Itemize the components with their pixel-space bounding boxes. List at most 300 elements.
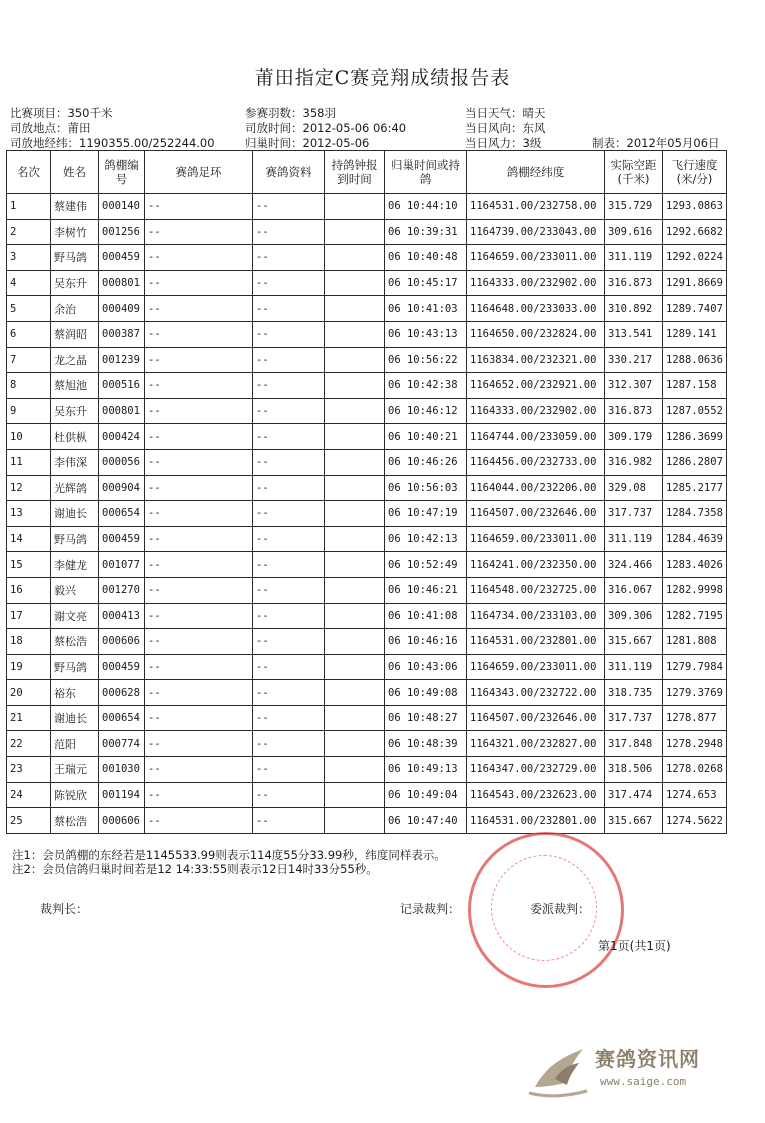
table-row <box>7 654 727 680</box>
cell-loft-id: 000409 <box>99 296 145 322</box>
meta-release-location: 司放地点：莆田 <box>10 121 91 135</box>
cell-rank: 15 <box>7 552 51 578</box>
delegate-referee-label: 委派裁判： <box>530 902 591 916</box>
meta-weather: 当日天气：晴天 <box>465 106 546 120</box>
cell-loft-id: 000774 <box>99 731 145 757</box>
cell-loft-id: 001194 <box>99 782 145 808</box>
cell-arrival-time: 06 10:47:19 <box>385 501 467 527</box>
cell-pigeon-info: -- <box>253 705 325 731</box>
cell-ring-number: -- <box>145 526 253 552</box>
cell-speed: 1284.7358 <box>663 501 727 527</box>
cell-name: 龙之晶 <box>51 347 99 373</box>
table-header-row <box>7 151 727 194</box>
column-header: 姓名 <box>51 151 99 194</box>
cell-distance: 317.737 <box>605 501 663 527</box>
cell-clock-time <box>325 782 385 808</box>
cell-speed: 1293.0863 <box>663 194 727 220</box>
cell-distance: 316.873 <box>605 270 663 296</box>
cell-speed: 1281.808 <box>663 629 727 655</box>
cell-pigeon-info: -- <box>253 449 325 475</box>
cell-arrival-time: 06 10:56:03 <box>385 475 467 501</box>
cell-speed: 1278.2948 <box>663 731 727 757</box>
cell-ring-number: -- <box>145 449 253 475</box>
cell-ring-number: -- <box>145 757 253 783</box>
cell-pigeon-info: -- <box>253 629 325 655</box>
cell-ring-number: -- <box>145 808 253 834</box>
results-table <box>6 150 727 834</box>
meta-col-3 <box>465 106 546 151</box>
cell-ring-number: -- <box>145 680 253 706</box>
cell-rank: 5 <box>7 296 51 322</box>
cell-speed: 1286.2807 <box>663 449 727 475</box>
cell-loft-id: 001239 <box>99 347 145 373</box>
cell-arrival-time: 06 10:41:08 <box>385 603 467 629</box>
table-row <box>7 501 727 527</box>
cell-pigeon-info: -- <box>253 577 325 603</box>
table-row <box>7 782 727 808</box>
cell-distance: 315.667 <box>605 629 663 655</box>
cell-rank: 17 <box>7 603 51 629</box>
cell-rank: 14 <box>7 526 51 552</box>
cell-distance: 330.217 <box>605 347 663 373</box>
cell-loft-coords: 1164456.00/232733.00 <box>467 449 605 475</box>
table-row <box>7 347 727 373</box>
cell-rank: 12 <box>7 475 51 501</box>
cell-clock-time <box>325 398 385 424</box>
cell-loft-coords: 1164659.00/233011.00 <box>467 526 605 552</box>
cell-ring-number: -- <box>145 347 253 373</box>
cell-loft-id: 000459 <box>99 526 145 552</box>
cell-clock-time <box>325 475 385 501</box>
table-row <box>7 705 727 731</box>
cell-loft-id: 001077 <box>99 552 145 578</box>
cell-rank: 8 <box>7 373 51 399</box>
cell-distance: 316.982 <box>605 449 663 475</box>
cell-loft-coords: 1164734.00/233103.00 <box>467 603 605 629</box>
pigeon-logo-icon <box>525 1035 595 1105</box>
site-watermark <box>525 1035 750 1110</box>
cell-speed: 1289.141 <box>663 321 727 347</box>
cell-ring-number: -- <box>145 577 253 603</box>
cell-rank: 2 <box>7 219 51 245</box>
cell-arrival-time: 06 10:48:39 <box>385 731 467 757</box>
cell-arrival-time: 06 10:41:03 <box>385 296 467 322</box>
cell-name: 李伟深 <box>51 449 99 475</box>
cell-rank: 3 <box>7 245 51 271</box>
cell-distance: 315.729 <box>605 194 663 220</box>
table-row <box>7 270 727 296</box>
cell-rank: 20 <box>7 680 51 706</box>
cell-name: 谢迪长 <box>51 705 99 731</box>
cell-arrival-time: 06 10:49:08 <box>385 680 467 706</box>
cell-rank: 9 <box>7 398 51 424</box>
column-header: 归巢时间或持鸽 <box>385 151 467 194</box>
cell-pigeon-info: -- <box>253 501 325 527</box>
cell-distance: 318.735 <box>605 680 663 706</box>
cell-loft-id: 000459 <box>99 654 145 680</box>
cell-ring-number: -- <box>145 475 253 501</box>
page-title: 莆田指定C赛竞翔成绩报告表 <box>254 67 511 89</box>
cell-ring-number: -- <box>145 731 253 757</box>
cell-loft-id: 000801 <box>99 398 145 424</box>
column-header: 鸽棚经纬度 <box>467 151 605 194</box>
cell-loft-coords: 1164648.00/233033.00 <box>467 296 605 322</box>
cell-clock-time <box>325 526 385 552</box>
cell-arrival-time: 06 10:39:31 <box>385 219 467 245</box>
cell-distance: 311.119 <box>605 526 663 552</box>
cell-loft-coords: 1164659.00/233011.00 <box>467 654 605 680</box>
table-row <box>7 194 727 220</box>
cell-rank: 23 <box>7 757 51 783</box>
column-header: 持鸽钟报到时间 <box>325 151 385 194</box>
cell-arrival-time: 06 10:56:22 <box>385 347 467 373</box>
cell-speed: 1274.653 <box>663 782 727 808</box>
cell-loft-id: 000424 <box>99 424 145 450</box>
cell-ring-number: -- <box>145 654 253 680</box>
cell-loft-coords: 1164507.00/232646.00 <box>467 705 605 731</box>
table-row <box>7 219 727 245</box>
cell-name: 野马鸽 <box>51 526 99 552</box>
cell-distance: 309.179 <box>605 424 663 450</box>
cell-pigeon-info: -- <box>253 321 325 347</box>
cell-clock-time <box>325 347 385 373</box>
cell-name: 蔡松浩 <box>51 808 99 834</box>
cell-rank: 6 <box>7 321 51 347</box>
cell-ring-number: -- <box>145 501 253 527</box>
cell-clock-time <box>325 373 385 399</box>
cell-ring-number: -- <box>145 270 253 296</box>
cell-clock-time <box>325 245 385 271</box>
cell-ring-number: -- <box>145 603 253 629</box>
cell-clock-time <box>325 552 385 578</box>
cell-speed: 1284.4639 <box>663 526 727 552</box>
meta-release-time: 司放时间：2012-05-06 06:40 <box>245 121 407 135</box>
cell-pigeon-info: -- <box>253 808 325 834</box>
watermark-site-name: 赛鸽资讯网 <box>595 1047 700 1071</box>
cell-ring-number: -- <box>145 245 253 271</box>
cell-speed: 1291.8669 <box>663 270 727 296</box>
cell-pigeon-info: -- <box>253 270 325 296</box>
cell-clock-time <box>325 296 385 322</box>
table-row <box>7 552 727 578</box>
cell-speed: 1279.3769 <box>663 680 727 706</box>
cell-clock-time <box>325 629 385 655</box>
column-header: 赛鸽足环 <box>145 151 253 194</box>
cell-rank: 7 <box>7 347 51 373</box>
cell-name: 谢迪长 <box>51 501 99 527</box>
cell-loft-coords: 1164333.00/232902.00 <box>467 398 605 424</box>
column-header: 实际空距(千米) <box>605 151 663 194</box>
cell-speed: 1289.7407 <box>663 296 727 322</box>
cell-name: 杜供枞 <box>51 424 99 450</box>
cell-loft-id: 000654 <box>99 501 145 527</box>
cell-loft-id: 001030 <box>99 757 145 783</box>
cell-speed: 1286.3699 <box>663 424 727 450</box>
cell-loft-id: 000516 <box>99 373 145 399</box>
cell-arrival-time: 06 10:42:38 <box>385 373 467 399</box>
cell-name: 李树竹 <box>51 219 99 245</box>
cell-distance: 317.848 <box>605 731 663 757</box>
cell-pigeon-info: -- <box>253 475 325 501</box>
cell-clock-time <box>325 449 385 475</box>
cell-rank: 18 <box>7 629 51 655</box>
cell-name: 陈锐欣 <box>51 782 99 808</box>
cell-clock-time <box>325 705 385 731</box>
cell-clock-time <box>325 757 385 783</box>
cell-speed: 1278.877 <box>663 705 727 731</box>
cell-distance: 317.474 <box>605 782 663 808</box>
cell-rank: 4 <box>7 270 51 296</box>
cell-loft-id: 000056 <box>99 449 145 475</box>
cell-name: 谢文亮 <box>51 603 99 629</box>
cell-speed: 1278.0268 <box>663 757 727 783</box>
cell-clock-time <box>325 603 385 629</box>
cell-arrival-time: 06 10:49:13 <box>385 757 467 783</box>
table-row <box>7 757 727 783</box>
table-row <box>7 296 727 322</box>
cell-loft-coords: 1164652.00/232921.00 <box>467 373 605 399</box>
cell-pigeon-info: -- <box>253 424 325 450</box>
cell-pigeon-info: -- <box>253 245 325 271</box>
cell-name: 范阳 <box>51 731 99 757</box>
cell-ring-number: -- <box>145 296 253 322</box>
cell-pigeon-info: -- <box>253 373 325 399</box>
cell-arrival-time: 06 10:45:17 <box>385 270 467 296</box>
cell-pigeon-info: -- <box>253 347 325 373</box>
table-row <box>7 373 727 399</box>
cell-speed: 1282.7195 <box>663 603 727 629</box>
meta-col-2 <box>245 106 406 151</box>
cell-loft-coords: 1163834.00/232321.00 <box>467 347 605 373</box>
cell-arrival-time: 06 10:40:48 <box>385 245 467 271</box>
meta-col-1 <box>10 106 215 151</box>
cell-loft-id: 000459 <box>99 245 145 271</box>
cell-rank: 11 <box>7 449 51 475</box>
cell-ring-number: -- <box>145 552 253 578</box>
table-row <box>7 680 727 706</box>
cell-ring-number: -- <box>145 629 253 655</box>
table-row <box>7 245 727 271</box>
cell-loft-coords: 1164659.00/233011.00 <box>467 245 605 271</box>
cell-name: 蔡建伟 <box>51 194 99 220</box>
table-row <box>7 449 727 475</box>
cell-speed: 1288.0636 <box>663 347 727 373</box>
cell-loft-id: 000801 <box>99 270 145 296</box>
cell-distance: 311.119 <box>605 245 663 271</box>
cell-loft-coords: 1164241.00/232350.00 <box>467 552 605 578</box>
cell-pigeon-info: -- <box>253 398 325 424</box>
cell-distance: 316.873 <box>605 398 663 424</box>
cell-ring-number: -- <box>145 705 253 731</box>
cell-arrival-time: 06 10:48:27 <box>385 705 467 731</box>
cell-speed: 1292.0224 <box>663 245 727 271</box>
cell-clock-time <box>325 270 385 296</box>
cell-clock-time <box>325 501 385 527</box>
cell-pigeon-info: -- <box>253 194 325 220</box>
footnote-2: 注2：会员信鸽归巢时间若是12 14:33:55则表示12日14时33分55秒。 <box>12 862 378 876</box>
cell-loft-id: 001256 <box>99 219 145 245</box>
table-row <box>7 808 727 834</box>
footnotes <box>12 848 446 876</box>
cell-name: 蔡旭池 <box>51 373 99 399</box>
table-body <box>7 194 727 834</box>
meta-wind-force: 当日风力：3级 <box>465 136 542 150</box>
meta-made-date: 制表：2012年05月06日 <box>592 136 720 150</box>
cell-loft-id: 001270 <box>99 577 145 603</box>
cell-name: 光辉鸽 <box>51 475 99 501</box>
table-row <box>7 629 727 655</box>
cell-name: 毅兴 <box>51 577 99 603</box>
chief-referee-label: 裁判长： <box>40 902 89 916</box>
cell-arrival-time: 06 10:46:26 <box>385 449 467 475</box>
cell-distance: 329.08 <box>605 475 663 501</box>
cell-clock-time <box>325 808 385 834</box>
cell-loft-id: 000606 <box>99 629 145 655</box>
cell-arrival-time: 06 10:46:12 <box>385 398 467 424</box>
cell-rank: 13 <box>7 501 51 527</box>
cell-distance: 313.541 <box>605 321 663 347</box>
cell-speed: 1287.0552 <box>663 398 727 424</box>
cell-arrival-time: 06 10:52:49 <box>385 552 467 578</box>
column-header: 赛鸽资料 <box>253 151 325 194</box>
cell-loft-coords: 1164347.00/232729.00 <box>467 757 605 783</box>
cell-loft-id: 000140 <box>99 194 145 220</box>
cell-clock-time <box>325 424 385 450</box>
cell-pigeon-info: -- <box>253 219 325 245</box>
cell-rank: 19 <box>7 654 51 680</box>
cell-clock-time <box>325 577 385 603</box>
cell-speed: 1285.2177 <box>663 475 727 501</box>
cell-rank: 10 <box>7 424 51 450</box>
meta-wind-direction: 当日风向：东风 <box>465 121 546 135</box>
cell-rank: 24 <box>7 782 51 808</box>
cell-distance: 311.119 <box>605 654 663 680</box>
cell-loft-id: 000606 <box>99 808 145 834</box>
cell-clock-time <box>325 654 385 680</box>
cell-name: 蔡松浩 <box>51 629 99 655</box>
cell-name: 王瑞元 <box>51 757 99 783</box>
cell-loft-coords: 1164531.00/232801.00 <box>467 629 605 655</box>
cell-distance: 315.667 <box>605 808 663 834</box>
meta-return-date: 归巢时间：2012-05-06 <box>245 136 370 150</box>
table-row <box>7 603 727 629</box>
table-row <box>7 424 727 450</box>
cell-loft-coords: 1164650.00/232824.00 <box>467 321 605 347</box>
cell-distance: 310.892 <box>605 296 663 322</box>
cell-clock-time <box>325 194 385 220</box>
cell-loft-coords: 1164044.00/232206.00 <box>467 475 605 501</box>
table-row <box>7 475 727 501</box>
cell-loft-id: 000654 <box>99 705 145 731</box>
meta-entries: 参赛羽数：358羽 <box>245 106 336 120</box>
cell-loft-coords: 1164531.00/232758.00 <box>467 194 605 220</box>
cell-loft-coords: 1164739.00/233043.00 <box>467 219 605 245</box>
cell-arrival-time: 06 10:43:06 <box>385 654 467 680</box>
cell-name: 野马鸽 <box>51 245 99 271</box>
record-referee-label: 记录裁判： <box>400 902 461 916</box>
table-row <box>7 526 727 552</box>
cell-ring-number: -- <box>145 398 253 424</box>
cell-pigeon-info: -- <box>253 526 325 552</box>
cell-pigeon-info: -- <box>253 782 325 808</box>
column-header: 飞行速度(米/分) <box>663 151 727 194</box>
cell-rank: 25 <box>7 808 51 834</box>
table-row <box>7 577 727 603</box>
cell-distance: 312.307 <box>605 373 663 399</box>
cell-name: 李健龙 <box>51 552 99 578</box>
cell-rank: 21 <box>7 705 51 731</box>
cell-pigeon-info: -- <box>253 680 325 706</box>
cell-arrival-time: 06 10:47:40 <box>385 808 467 834</box>
cell-arrival-time: 06 10:42:13 <box>385 526 467 552</box>
cell-name: 吴东升 <box>51 270 99 296</box>
cell-speed: 1292.6682 <box>663 219 727 245</box>
cell-clock-time <box>325 321 385 347</box>
cell-pigeon-info: -- <box>253 731 325 757</box>
cell-speed: 1279.7984 <box>663 654 727 680</box>
cell-loft-id: 000413 <box>99 603 145 629</box>
cell-ring-number: -- <box>145 219 253 245</box>
cell-loft-id: 000628 <box>99 680 145 706</box>
cell-pigeon-info: -- <box>253 296 325 322</box>
cell-clock-time <box>325 731 385 757</box>
table-row <box>7 321 727 347</box>
cell-ring-number: -- <box>145 782 253 808</box>
cell-loft-coords: 1164548.00/232725.00 <box>467 577 605 603</box>
page-number: 第1页(共1页) <box>598 939 671 953</box>
cell-loft-coords: 1164343.00/232722.00 <box>467 680 605 706</box>
meta-event: 比赛项目：350千米 <box>10 106 113 120</box>
footnote-1: 注1：会员鸽棚的东经若是1145533.99则表示114度55分33.99秒，纬度同样表示。 <box>12 848 446 862</box>
cell-loft-coords: 1164333.00/232902.00 <box>467 270 605 296</box>
cell-loft-coords: 1164543.00/232623.00 <box>467 782 605 808</box>
cell-speed: 1283.4026 <box>663 552 727 578</box>
cell-clock-time <box>325 680 385 706</box>
cell-pigeon-info: -- <box>253 757 325 783</box>
cell-distance: 309.306 <box>605 603 663 629</box>
cell-pigeon-info: -- <box>253 552 325 578</box>
cell-name: 裕东 <box>51 680 99 706</box>
cell-name: 余治 <box>51 296 99 322</box>
cell-ring-number: -- <box>145 373 253 399</box>
column-header: 鸽棚编号 <box>99 151 145 194</box>
cell-arrival-time: 06 10:46:21 <box>385 577 467 603</box>
cell-clock-time <box>325 219 385 245</box>
cell-arrival-time: 06 10:40:21 <box>385 424 467 450</box>
cell-ring-number: -- <box>145 424 253 450</box>
cell-arrival-time: 06 10:46:16 <box>385 629 467 655</box>
cell-ring-number: -- <box>145 194 253 220</box>
table-row <box>7 731 727 757</box>
cell-speed: 1274.5622 <box>663 808 727 834</box>
cell-rank: 16 <box>7 577 51 603</box>
cell-pigeon-info: -- <box>253 603 325 629</box>
cell-distance: 324.466 <box>605 552 663 578</box>
cell-distance: 318.506 <box>605 757 663 783</box>
cell-arrival-time: 06 10:44:10 <box>385 194 467 220</box>
cell-loft-id: 000904 <box>99 475 145 501</box>
cell-loft-id: 000387 <box>99 321 145 347</box>
cell-rank: 1 <box>7 194 51 220</box>
meta-release-coords: 司放地经纬：1190355.00/252244.00 <box>10 136 215 150</box>
cell-distance: 317.737 <box>605 705 663 731</box>
cell-speed: 1287.158 <box>663 373 727 399</box>
cell-rank: 22 <box>7 731 51 757</box>
cell-pigeon-info: -- <box>253 654 325 680</box>
column-header: 名次 <box>7 151 51 194</box>
cell-name: 吴东升 <box>51 398 99 424</box>
cell-arrival-time: 06 10:43:13 <box>385 321 467 347</box>
